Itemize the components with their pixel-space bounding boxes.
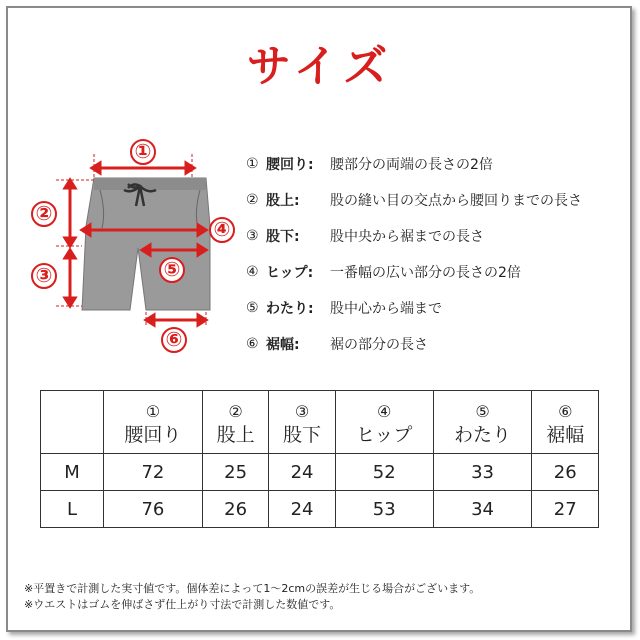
legend-desc: 一番幅の広い部分の長さの2倍	[330, 265, 521, 281]
footnotes	[24, 581, 480, 613]
legend-row-6	[246, 326, 582, 362]
table-header-cell: ① 腰回り	[104, 391, 203, 454]
legend-num: ④	[246, 264, 259, 280]
size-label: M	[41, 454, 104, 491]
marker-5: ⑤	[163, 257, 181, 281]
table-cell: 76	[104, 491, 203, 528]
table-row	[41, 491, 599, 528]
waistband	[94, 178, 206, 190]
measurement-legend	[246, 146, 582, 362]
legend-key: 股下:	[266, 229, 300, 245]
table-cell: 72	[104, 454, 203, 491]
table-header-cell: ⑤ わたり	[433, 391, 532, 454]
marker-1: ①	[134, 139, 152, 163]
table-cell: 24	[269, 491, 335, 528]
table-cell: 52	[335, 454, 433, 491]
legend-key: わたり:	[266, 301, 314, 317]
table-row	[41, 454, 599, 491]
legend-num: ①	[246, 156, 259, 172]
legend-desc: 股中心から端まで	[330, 301, 442, 317]
marker-4: ④	[213, 217, 231, 241]
legend-desc: 股中央から裾までの長さ	[330, 229, 484, 245]
table-cell: 24	[269, 454, 335, 491]
legend-key: 腰回り:	[266, 157, 314, 173]
legend-key: 裾幅:	[266, 337, 300, 353]
marker-6: ⑥	[165, 327, 183, 351]
legend-desc: 股の縫い目の交点から腰回りまでの長さ	[330, 193, 582, 209]
legend-row-5	[246, 290, 582, 326]
marker-3: ③	[35, 263, 53, 287]
legend-num: ⑤	[246, 300, 259, 316]
table-cell: 26	[202, 491, 268, 528]
table-header-cell: ⑥ 裾幅	[532, 391, 599, 454]
footnote-1: ※平置きで計測した実寸値です。個体差によって1〜2cmの誤差が生じる場合がございます。	[24, 582, 481, 595]
table-header-cell: ② 股上	[202, 391, 268, 454]
table-header-cell: ③ 股下	[269, 391, 335, 454]
marker-2: ②	[35, 201, 53, 225]
legend-key: ヒップ:	[266, 265, 314, 281]
legend-num: ⑥	[246, 336, 259, 352]
legend-row-2	[246, 182, 582, 218]
legend-num: ③	[246, 228, 259, 244]
legend-desc: 裾の部分の長さ	[330, 337, 428, 353]
table-corner-cell	[41, 391, 104, 454]
table-cell: 34	[433, 491, 532, 528]
legend-row-4	[246, 254, 582, 290]
legend-key: 股上:	[266, 193, 300, 209]
table-header-row	[41, 391, 599, 454]
table-cell: 53	[335, 491, 433, 528]
page-title: サイズ	[246, 41, 394, 92]
table-cell: 33	[433, 454, 532, 491]
legend-desc: 腰部分の両端の長さの2倍	[330, 157, 493, 173]
table-cell: 25	[202, 454, 268, 491]
shorts-silhouette	[82, 178, 210, 310]
shorts-diagram	[20, 130, 250, 360]
table-cell: 27	[532, 491, 599, 528]
size-label: L	[41, 491, 104, 528]
legend-row-3	[246, 218, 582, 254]
size-table	[40, 390, 599, 528]
legend-num: ②	[246, 192, 259, 208]
legend-row-1	[246, 146, 582, 182]
table-cell: 26	[532, 454, 599, 491]
footnote-2: ※ウエストはゴムを伸ばさず仕上がり寸法で計測した数値です。	[24, 598, 341, 611]
table-header-cell: ④ ヒップ	[335, 391, 433, 454]
